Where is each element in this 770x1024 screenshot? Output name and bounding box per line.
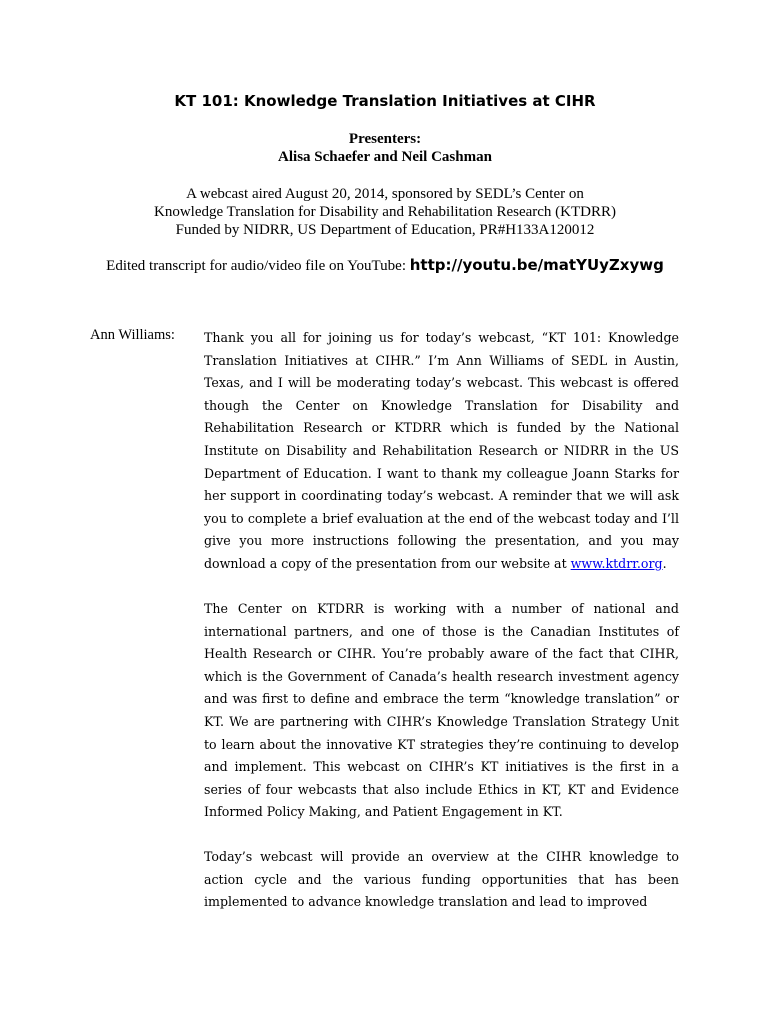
- center-line: Knowledge Translation for Disability and Rehabilitation Research (KTDRR): [153, 204, 616, 220]
- funded-line: Funded by NIDRR, US Department of Education, PR#H133A120012: [175, 222, 595, 238]
- paragraph-1-end: .: [662, 555, 667, 571]
- edited-transcript-line: [0, 256, 770, 275]
- presenters-names: Alisa Schaefer and Neil Cashman: [278, 149, 492, 165]
- edited-prefix: Edited transcript for audio/video file on YouTube:: [106, 258, 410, 274]
- speaker-label: Ann Williams:: [90, 327, 175, 343]
- transcript-paragraph-1: [204, 327, 679, 576]
- transcript-paragraph-2: The Center on KTDRR is working with a number of national and international partners, and one of those is the Canadian Institutes of Health Research or CIHR. You’re probably aware of the fact that CIHR, which is the Government of Canada’s health research investment agency and was first to define and embrace the term “knowledge translation” or KT. We are partnering with CIHR’s Knowledge Translation Strategy Unit to learn about the innovative KT strategies they’re continuing to develop and implement. This webcast on CIHR’s KT initiatives is the first in a series of four webcasts that also include Ethics in KT, KT and Evidence Informed Policy Making, and Patient Engagement in KT.: [204, 601, 679, 820]
- document-title: KT 101: Knowledge Translation Initiatives at CIHR: [174, 92, 596, 110]
- transcript-paragraph-3: Today’s webcast will provide an overview at the CIHR knowledge to action cycle and the various funding opportunities that has been implemented to advance knowledge translation and lead to improved: [204, 849, 679, 910]
- aired-line: A webcast aired August 20, 2014, sponsored by SEDL’s Center on: [186, 186, 584, 202]
- presenters-heading: Presenters:: [348, 131, 422, 147]
- ktdrr-website-link[interactable]: www.ktdrr.org: [570, 555, 663, 571]
- paragraph-1-text: Thank you all for joining us for today’s webcast, “KT 101: Knowledge Translation Initiatives at CIHR.” I’m Ann Williams of SEDL in Austin, Texas, and I will be moderating today’s webcast. This webcast is offered though the Center on Knowledge Translation for Disability and Rehabilitation Research or KTDRR which is funded by the National Institute on Disability and Rehabilitation Research or NIDRR in the US Department of Education. I want to thank my colleague Joann Starks for her support in coordinating today’s webcast. A reminder that we will ask you to complete a brief evaluation at the end of the webcast today and I’ll give you more instructions following the presentation, and you may download a copy of the presentation from our website at: [204, 330, 679, 571]
- youtube-link[interactable]: http://youtu.be/matYUyZxywg: [409, 256, 664, 274]
